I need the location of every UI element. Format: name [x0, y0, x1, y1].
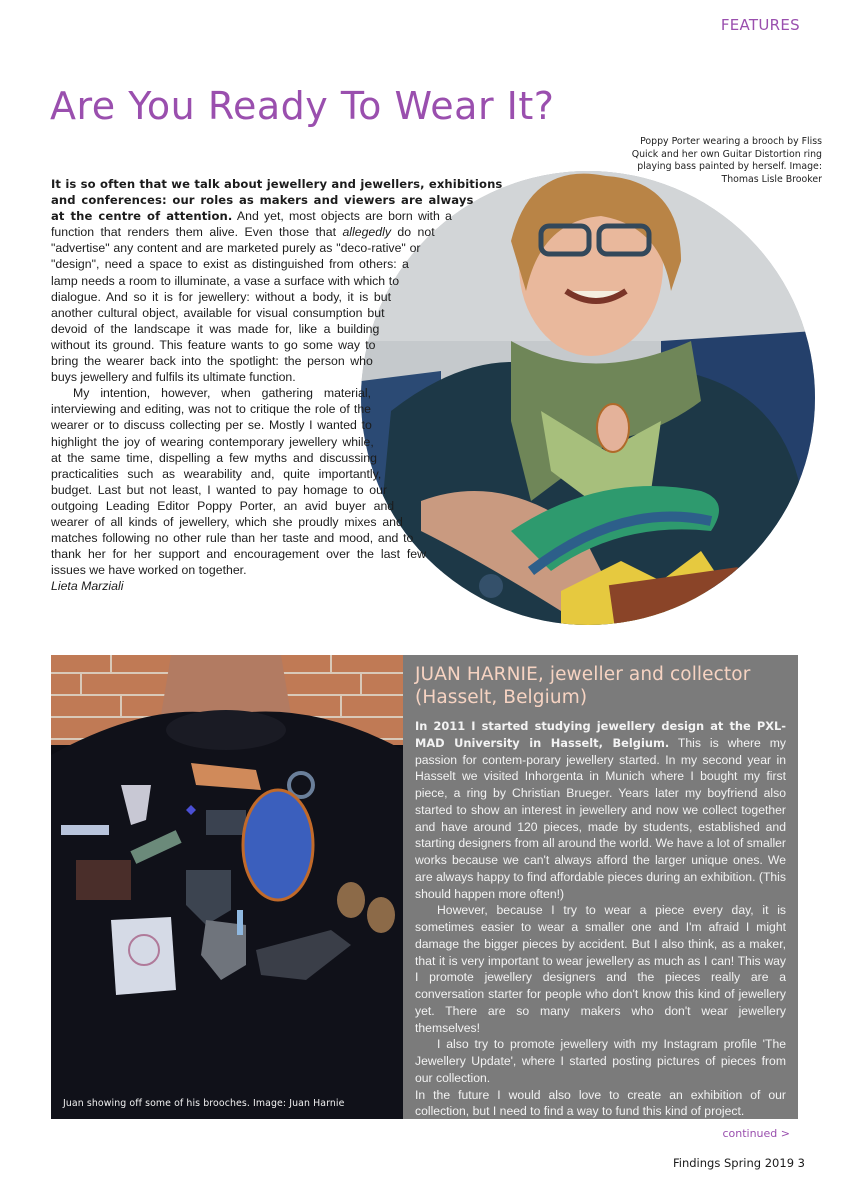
page-footer: [673, 1156, 805, 1170]
juan-body: [415, 718, 786, 1120]
juan-paragraph-4: In the future I would also love to create an exhibition of our collection, but I need to find a way to fund this kind of project.: [415, 1087, 786, 1119]
intro-paragraph-1: It is so often that we talk about jewellery and jewellers, exhibitions and conferences: our roles as makers and viewers are always at the centre of attention. And yet, most objects are born with a function that renders them alive. Even those that allegedly do not "advertise" any content and are marketed purely as "deco-rative" or "design", need a space to exist as distinguished from others: a lamp needs a room to illuminate, a vase a surface with which to dialogue. And so it is for jewellery: without a body, it is but another cultural object, available for visual consumption but devoid of the landscape it was made for, like a building without its ground. This feature wants to go some way to bring the wearer back into the spotlight: the person who buys jewellery and fulfils its ultimate function.: [51, 177, 503, 385]
section-label: FEATURES: [720, 16, 800, 34]
juan-photo-caption: Juan showing off some of his brooches. Image: Juan Harnie: [63, 1098, 345, 1109]
juan-heading: [415, 663, 786, 709]
juan-paragraph-1: This is where my passion for contem-porary jewellery started. In my second year in Hasselt we visited Inhorgenta in Munich where I bought my first piece, a ring by Christian Brueger. Years later my boyfriend also started to show an interest in jewellery and now we collect together and have around 120 pieces, made by students, established and starting designers from all around the world. We have a lot of smaller works because we can't always afford the larger unique ones. We are always happy to find affordable pieces during an exhibition. (This should happen more often!): [415, 735, 786, 901]
intro-paragraph-2: My intention, however, when gathering material, interviewing and editing, was not to critique the role of the wearer or to discuss collecting per se. Mostly I wanted to highlight the joy of wearing contemporary jewellery while, at the same time, dispelling a few myths and discussing practicalities such as wearability and, quite importantly, budget. Last but not least, I wanted to pay homage to our outgoing Leading Editor Poppy Porter, an avid buyer and wearer of all kinds of jewellery, which she proudly mixes and matches following no other rule than her taste and mood, and to thank her for her support and encouragement over the last few issues we have worked on together.: [51, 386, 426, 578]
intro-body: [51, 176, 531, 636]
juan-harnie-sidebar: [403, 655, 798, 1119]
publication-name: Findings Spring 2019: [672, 1156, 795, 1170]
intro-lead: It is so often that we talk about jewellery and jewellers, exhibitions and conferences: our roles as makers and viewers are always at the centre of attention.: [51, 177, 503, 224]
page-number: 3: [797, 1156, 805, 1170]
intro-emphasis: allegedly: [342, 225, 391, 240]
portrait-caption: Poppy Porter wearing a brooch by Fliss Quick and her own Guitar Distortion ring playing bass painted by herself. Image: Thomas Lisle Brooker: [631, 136, 822, 185]
author-signature: Lieta Marziali: [51, 579, 124, 594]
juan-paragraph-2: However, because I try to wear a piece every day, it is sometimes easier to wear a smaller one and I'm afraid I might damage the bigger pieces by accident. But I also think, as a maker, that it is very important to wear jewellery as much as I can! This way I promote jewellery designers and the pieces really are a conversation starter for people who don't know this kind of jewellery yet. There are so many makers who don't wear jewellery themselves!: [415, 903, 786, 1035]
juan-heading-line2: (Hasselt, Belgium): [415, 687, 588, 708]
brooches-illustration: [51, 655, 403, 1119]
continued-link[interactable]: continued >: [722, 1127, 790, 1140]
juan-photo: [51, 655, 403, 1119]
juan-paragraph-3: I also try to promote jewellery with my Instagram profile 'The Jewellery Update', where I started posting pictures of pieces from our collection.: [415, 1037, 786, 1085]
juan-heading-line1: JUAN HARNIE, jeweller and collector: [415, 664, 751, 685]
page-title: Are You Ready To Wear It?: [50, 84, 555, 128]
juan-lead: In 2011 I started studying jewellery design at the PXL-MAD University in Hasselt, Belgium.: [415, 719, 786, 750]
